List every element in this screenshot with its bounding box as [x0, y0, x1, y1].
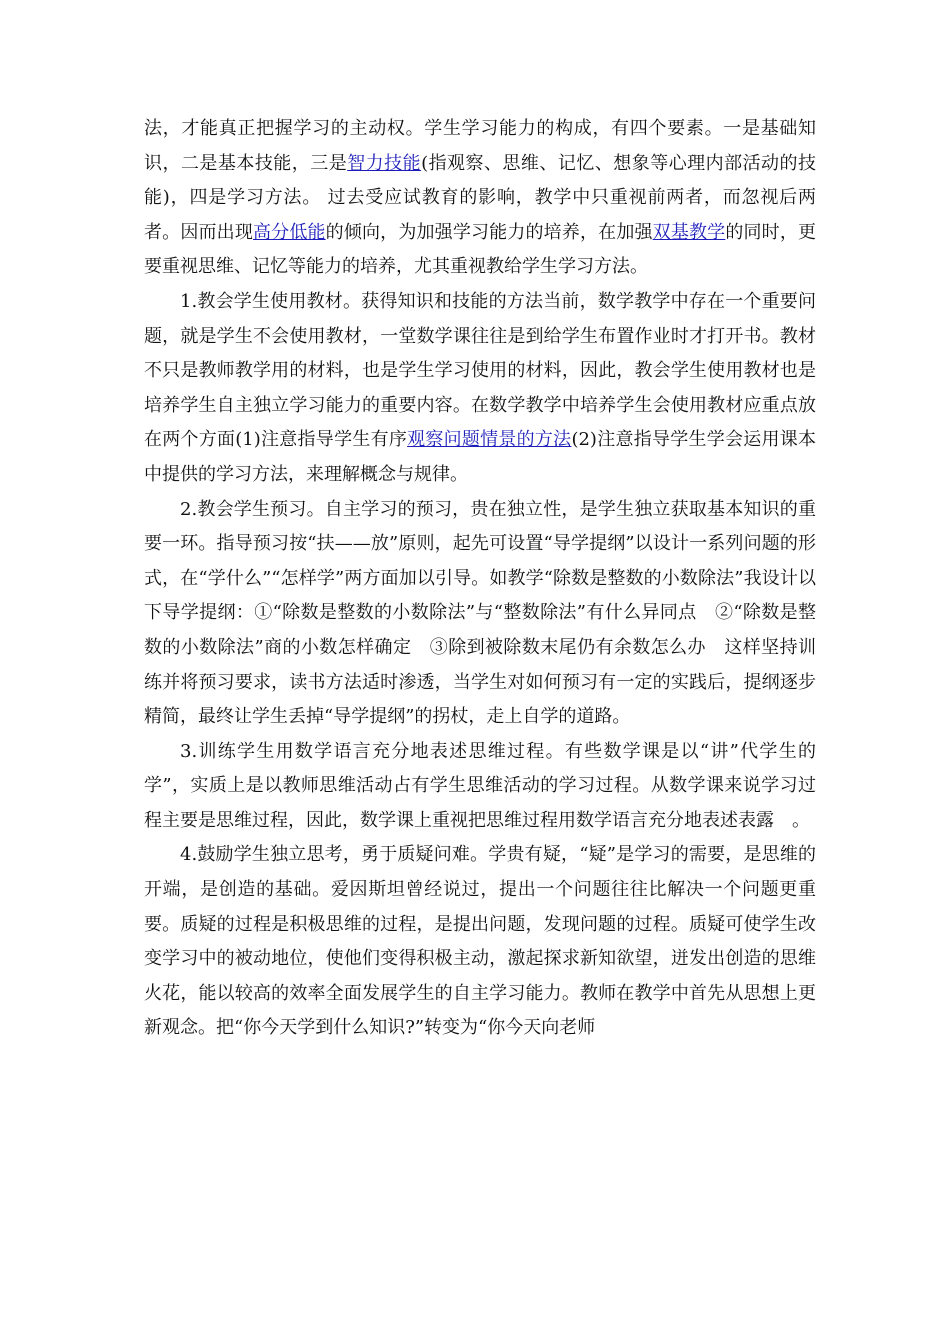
text-run: 2.教会学生预习。自主学习的预习，贵在独立性，是学生独立获取基本知识的重要一环。指导预习按“扶——放”原则，起先可设置“导学提纲”以设计一系列问题的形式，在“学什么”“怎样学”两方面加以引导。如教学“除数是整数的小数除法”我设计以下导学提纲：①“除数是整数的小数除法”与“整数除法”有什么异同点 ②“除数是整数的小数除法”商的小数怎样确定 ③除到被除数末尾仍有余数怎么办 这样坚持训练并将预习要求，读书方法适时渗透，当学生对如何预习有一定的实践后，提纲逐步精简，最终让学生丢掉“导学提纲”的拐杖，走上自学的道路。	[144, 498, 816, 728]
link-intelligence-skill[interactable]: 智力技能	[347, 152, 422, 174]
text-run: (指观察、思维、记忆、想象等心理内部活动的技能)，四是学习方法。 过去受应试教育的影响，教学中只重视前两者，而忽视后两者。因而出现	[144, 152, 816, 243]
text-run: 的倾向，为加强学习能力的培养，在加强	[325, 221, 653, 243]
text-run: 的同时，更要重视思维、记忆等能力的培养，尤其重视教给学生学习方法。	[144, 221, 817, 278]
document-body	[144, 112, 816, 1046]
paragraph-1-use-textbook	[144, 285, 816, 493]
text-run: (2)注意指导学生学会运用课本中提供的学习方法，来理解概念与规律。	[144, 429, 817, 485]
paragraph-4-independent-thinking	[144, 838, 816, 1046]
paragraph-continuation	[144, 112, 816, 285]
text-run: 法，才能真正把握学习的主动权。学生学习能力的构成，有四个要素。一是基础知识，二是基本技能，三是	[144, 118, 816, 174]
link-observe-problem-method[interactable]: 观察问题情景的方法	[407, 429, 572, 451]
text-run: 1.教会学生使用教材。获得知识和技能的方法当前，数学教学中存在一个重要问题，就是学生不会使用教材，一堂数学课往往是到给学生布置作业时才打开书。教材不只是教师教学用的材料，也是学生学习使用的材料，因此，教会学生使用教材也是培养学生自主独立学习能力的重要内容。在数学教学中培养学生会使用教材应重点放在两个方面(1)注意指导学生有序	[144, 290, 816, 451]
paragraph-3-math-language	[144, 735, 816, 839]
text-run: 3.训练学生用数学语言充分地表述思维过程。有些数学课是以“讲”代学生的学”，实质上是以教师思维活动占有学生思维活动的学习过程。从数学课来说学习过程主要是思维过程，因此，数学课上重视把思维过程用数学语言充分地表述表露 。	[144, 740, 816, 831]
link-high-score-low-ability[interactable]: 高分低能	[253, 221, 326, 243]
link-double-basic-teaching[interactable]: 双基教学	[652, 221, 726, 243]
paragraph-2-preview	[144, 493, 816, 735]
text-run: 4.鼓励学生独立思考，勇于质疑问难。学贵有疑，“疑”是学习的需要，是思维的开端，是创造的基础。爱因斯坦曾经说过，提出一个问题往往比解决一个问题更重要。质疑的过程是积极思维的过程，是提出问题，发现问题的过程。质疑可使学生改变学习中的被动地位，使他们变得积极主动，激起探求新知欲望，迸发出创造的思维火花，能以较高的效率全面发展学生的自主学习能力。教师在教学中首先从思想上更新观念。把“你今天学到什么知识?”转变为“你今天向老师	[144, 844, 816, 1039]
